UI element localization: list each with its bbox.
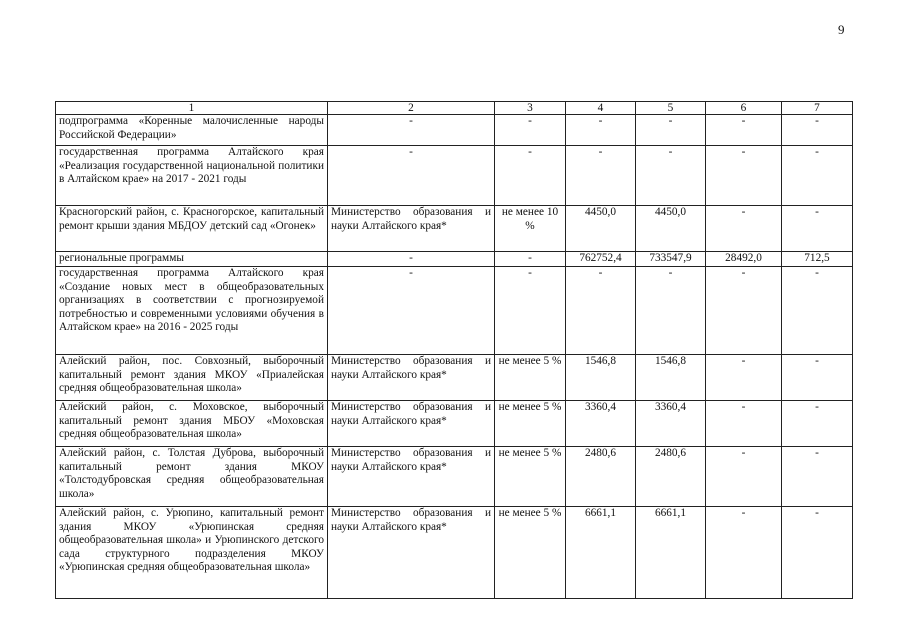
table-row: [56, 206, 853, 252]
total-cell: 762752,4: [566, 252, 636, 267]
total-cell: -: [566, 115, 636, 146]
column-header: 4: [566, 102, 636, 115]
share-cell: -: [495, 267, 566, 355]
share-cell: не менее 10 %: [495, 206, 566, 252]
page-number: 9: [838, 22, 845, 37]
value-col6-cell: -: [706, 267, 782, 355]
value-col5-cell: 3360,4: [636, 401, 706, 447]
share-cell: не менее 5 %: [495, 447, 566, 507]
total-cell: 1546,8: [566, 355, 636, 401]
share-cell: не менее 5 %: [495, 401, 566, 447]
value-col5-cell: 2480,6: [636, 447, 706, 507]
value-col7-cell: -: [782, 507, 853, 599]
value-col5-cell: -: [636, 267, 706, 355]
value-col7-cell: -: [782, 115, 853, 146]
value-col7-cell: -: [782, 146, 853, 206]
value-col5-cell: 6661,1: [636, 507, 706, 599]
value-col5-cell: -: [636, 146, 706, 206]
responsible-cell: Министерство образования и науки Алтайского края*: [328, 206, 495, 252]
value-col6-cell: -: [706, 401, 782, 447]
table-row: [56, 252, 853, 267]
value-col6-cell: -: [706, 447, 782, 507]
responsible-cell: -: [328, 115, 495, 146]
value-col5-cell: 4450,0: [636, 206, 706, 252]
responsible-cell: Министерство образования и науки Алтайского края*: [328, 447, 495, 507]
value-col7-cell: -: [782, 206, 853, 252]
column-header: 7: [782, 102, 853, 115]
row-name-cell: Алейский район, пос. Совхозный, выборочный капитальный ремонт здания МКОУ «Приалейская средняя общеобразовательная школа»: [56, 355, 328, 401]
value-col6-cell: -: [706, 115, 782, 146]
total-cell: -: [566, 146, 636, 206]
table-row: [56, 401, 853, 447]
row-name-cell: государственная программа Алтайского края «Создание новых мест в общеобразовательных организациях в соответствии с прогнозируемой потребностью и современными условиями обучения в Алтайском крае» на 2016 - 2025 годы: [56, 267, 328, 355]
row-name-cell: региональные программы: [56, 252, 328, 267]
share-cell: не менее 5 %: [495, 355, 566, 401]
share-cell: -: [495, 252, 566, 267]
value-col6-cell: -: [706, 146, 782, 206]
column-header: 6: [706, 102, 782, 115]
value-col7-cell: -: [782, 447, 853, 507]
row-name-cell: Алейский район, с. Толстая Дуброва, выборочный капитальный ремонт здания МКОУ «Толстодубровская средняя общеобразовательная школа»: [56, 447, 328, 507]
value-col7-cell: -: [782, 355, 853, 401]
row-name-cell: подпрограмма «Коренные малочисленные народы Российской Федерации»: [56, 115, 328, 146]
value-col7-cell: 712,5: [782, 252, 853, 267]
table-row: [56, 447, 853, 507]
responsible-cell: Министерство образования и науки Алтайского края*: [328, 355, 495, 401]
total-cell: -: [566, 267, 636, 355]
value-col6-cell: -: [706, 206, 782, 252]
table-row: [56, 115, 853, 146]
table-row: [56, 355, 853, 401]
budget-table: [55, 101, 853, 599]
column-header: 1: [56, 102, 328, 115]
value-col6-cell: -: [706, 355, 782, 401]
column-header: 3: [495, 102, 566, 115]
responsible-cell: Министерство образования и науки Алтайского края*: [328, 401, 495, 447]
share-cell: не менее 5 %: [495, 507, 566, 599]
table-row: [56, 507, 853, 599]
value-col7-cell: -: [782, 401, 853, 447]
responsible-cell: -: [328, 267, 495, 355]
responsible-cell: -: [328, 146, 495, 206]
value-col6-cell: -: [706, 507, 782, 599]
total-cell: 6661,1: [566, 507, 636, 599]
value-col5-cell: 733547,9: [636, 252, 706, 267]
row-name-cell: Алейский район, с. Урюпино, капитальный ремонт здания МКОУ «Урюпинская средняя общеобразовательная школа» и Урюпинского детского сада структурного подразделения МКОУ «Урюпинская средняя общеобразовательная школа»: [56, 507, 328, 599]
value-col6-cell: 28492,0: [706, 252, 782, 267]
total-cell: 2480,6: [566, 447, 636, 507]
value-col5-cell: -: [636, 115, 706, 146]
table-row: [56, 267, 853, 355]
responsible-cell: Министерство образования и науки Алтайского края*: [328, 507, 495, 599]
share-cell: -: [495, 115, 566, 146]
value-col5-cell: 1546,8: [636, 355, 706, 401]
table-row: [56, 146, 853, 206]
row-name-cell: Красногорский район, с. Красногорское, капитальный ремонт крыши здания МБДОУ детский сад «Огонек»: [56, 206, 328, 252]
table-header-row: [56, 102, 853, 115]
total-cell: 3360,4: [566, 401, 636, 447]
row-name-cell: государственная программа Алтайского края «Реализация государственной национальной политики в Алтайском крае» на 2017 - 2021 годы: [56, 146, 328, 206]
value-col7-cell: -: [782, 267, 853, 355]
share-cell: -: [495, 146, 566, 206]
column-header: 2: [328, 102, 495, 115]
responsible-cell: -: [328, 252, 495, 267]
column-header: 5: [636, 102, 706, 115]
row-name-cell: Алейский район, с. Моховское, выборочный капитальный ремонт здания МБОУ «Моховская средняя общеобразовательная школа»: [56, 401, 328, 447]
total-cell: 4450,0: [566, 206, 636, 252]
